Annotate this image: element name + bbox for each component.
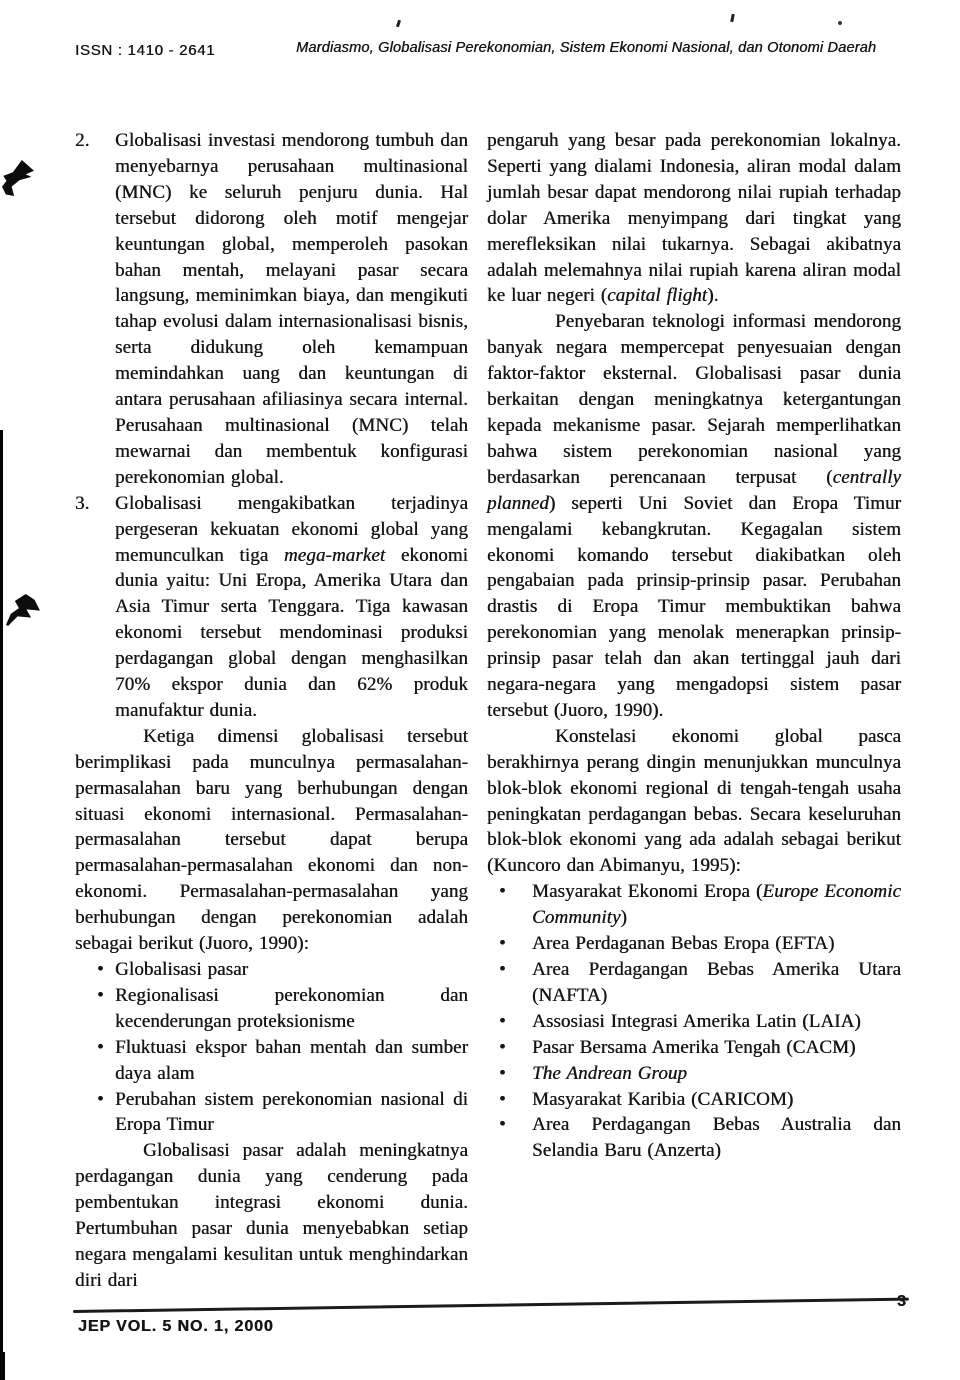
journal-footer: JEP VOL. 5 NO. 1, 2000 [78, 1318, 274, 1335]
list-item-text: Masyarakat Karibia (CARICOM) [532, 1088, 794, 1110]
list-item [75, 1035, 468, 1087]
list-item-text: Area Perdaganan Bebas Eropa (EFTA) [532, 933, 835, 955]
bullet-list [487, 879, 901, 1164]
paragraph: Penyebaran teknologi informasi mendorong banyak negara mempercepat penyesuaian dengan faktor-faktor eksternal. Globalisasi pasar dunia berkaitan dengan meningkatnya ketergantungan kepada mekanisme pasar. Sejarah memperlihatkan bahwa sistem perekonomian nasional yang berdasarkan perencanaan terpusat (centrally planned) seperti Uni Soviet dan Eropa Timur mengalami kebangkrutan. Kegagalan sistem ekonomi komando tersebut diakibatkan oleh pengabaian pada prinsip-prinsip pasar. Perubahan drastis di Eropa Timur membuktikan bahwa perekonomian yang menolak menerapkan prinsip-prinsip pasar telah dan akan tertinggal jauh dari negara-negara yang mengadopsi sistem pasar tersebut (Juoro, 1990). [487, 311, 901, 721]
list-item-text: Regionalisasi perekonomian dan kecenderungan proteksionisme [115, 984, 468, 1032]
list-item [487, 1035, 901, 1061]
scan-edge-mark-artifact [0, 1352, 5, 1380]
bullet-icon: • [97, 959, 104, 980]
list-item [487, 957, 901, 1009]
list-item [487, 1009, 901, 1035]
bullet-icon: • [499, 1062, 506, 1084]
list-item [75, 957, 468, 983]
list-item-text: Fluktuasi ekspor bahan mentah dan sumber daya alam [115, 1036, 468, 1084]
bullet-icon: • [499, 959, 506, 980]
list-item-text: Area Perdagangan Bebas Amerika Utara (NAFTA) [532, 959, 901, 1006]
list-item [487, 1061, 901, 1087]
numbered-item-3 [75, 491, 468, 724]
bullet-icon: • [499, 1088, 506, 1110]
right-column [487, 128, 901, 1164]
list-item [75, 983, 468, 1035]
list-item-text: Globalisasi pasar [115, 959, 249, 980]
bullet-icon: • [499, 1036, 506, 1058]
scan-speck-artifact [396, 20, 401, 28]
item-number: 2. [75, 130, 90, 151]
list-item [487, 931, 901, 957]
list-item-text: Pasar Bersama Amerika Tengah (CACM) [532, 1036, 856, 1058]
list-item [487, 879, 901, 931]
list-item [487, 1112, 901, 1164]
bullet-icon: • [97, 984, 104, 1006]
list-item-text: Area Perdagangan Bebas Australia dan Selandia Baru (Anzerta) [532, 1114, 901, 1162]
item-text: Globalisasi mengakibatkan terjadinya pergeseran kekuatan ekonomi global yang memunculkan tiga mega-market ekonomi dunia yaitu: Uni Eropa, Amerika Utara dan Asia Timur serta Tenggara. Tiga kawasan ekonomi tersebut mendominasi produksi perdagangan global dengan menghasilkan 70% ekspor dunia dan 62% produk manufaktur dunia. [115, 492, 469, 721]
paragraph: pengaruh yang besar pada perekonomian lokalnya. Seperti yang dialami Indonesia, aliran modal dalam jumlah besar dapat mendorong nilai rupiah terhadap dolar Amerika menyimpang dari tingkat yang merefleksikan nilai tukarnya. Sebagai akibatnya adalah melemahnya nilai rupiah karena aliran modal ke luar negeri (capital flight). [487, 130, 901, 307]
bullet-icon: • [499, 1114, 506, 1136]
paragraph: Globalisasi pasar adalah meningkatnya perdagangan dunia yang cenderung pada pembentukan integrasi ekonomi dunia. Pertumbuhan pasar dunia menyebabkan setiap negara mengalami kesulitan untuk menghindarkan diri dari [75, 1140, 468, 1291]
bullet-icon: • [499, 1010, 506, 1032]
item-number: 3. [75, 492, 90, 514]
bullet-icon: • [499, 933, 506, 955]
scan-speck-artifact [730, 14, 735, 22]
list-item [487, 1087, 901, 1113]
bullet-list [75, 957, 468, 1138]
list-item-text: Perubahan sistem perekonomian nasional di Eropa Timur [115, 1088, 468, 1136]
left-column [75, 128, 468, 1294]
running-head: Mardiasmo, Globalisasi Perekonomian, Sistem Ekonomi Nasional, dan Otonomi Daerah [296, 40, 877, 56]
page-number: 3 [897, 1293, 906, 1310]
bullet-icon: • [499, 881, 506, 903]
paragraph: Konstelasi ekonomi global pasca berakhirnya perang dingin menunjukkan munculnya blok-blok ekonomi regional di tengah-tengah usaha peningkatan perdagangan bebas. Secara keseluruhan blok-blok ekonomi yang ada adalah sebagai berikut (Kuncoro dan Abimanyu, 1995): [487, 725, 901, 877]
list-item-text: The Andrean Group [532, 1062, 687, 1084]
ink-blot-artifact [6, 594, 40, 626]
paragraph: Ketiga dimensi globalisasi tersebut berimplikasi pada munculnya permasalahan-permasalahan baru yang berhubungan dengan situasi ekonomi internasional. Permasalahan-permasalahan tersebut dapat berupa permasalahan-permasalahan ekonomi dan non-ekonomi. Permasalahan-permasalahan yang berhubungan dengan perekonomian adalah sebagai berikut (Juoro, 1990): [75, 725, 468, 955]
footer-rule [73, 1298, 909, 1313]
numbered-item-2 [75, 128, 468, 491]
bullet-icon: • [97, 1088, 104, 1110]
bullet-icon: • [97, 1036, 104, 1058]
list-item-text: Masyarakat Ekonomi Eropa (Europe Economic Community) [532, 881, 902, 929]
issn-label: ISSN : 1410 - 2641 [75, 42, 216, 59]
scan-speck-artifact [838, 21, 842, 25]
list-item-text: Assosiasi Integrasi Amerika Latin (LAIA) [532, 1010, 861, 1032]
scan-edge-line-artifact [0, 430, 3, 1380]
item-text: Globalisasi investasi mendorong tumbuh dan menyebarnya perusahaan multinasional (MNC) ke seluruh penjuru dunia. Hal tersebut didorong oleh motif mengejar keuntungan global, memperoleh pasokan bahan mentah, melayani pasar secara langsung, meminimkan biaya, dan mengikuti tahap evolusi dalam internasionalisasi bisnis, serta didukung oleh kemampuan memindahkan uang dan keuntungan di antara perusahaan afiliasinya secara internal. Perusahaan multinasional (MNC) telah mewarnai dan membentuk konfigurasi perekonomian global. [115, 130, 468, 488]
ink-blot-artifact [2, 160, 34, 196]
list-item [75, 1087, 468, 1139]
